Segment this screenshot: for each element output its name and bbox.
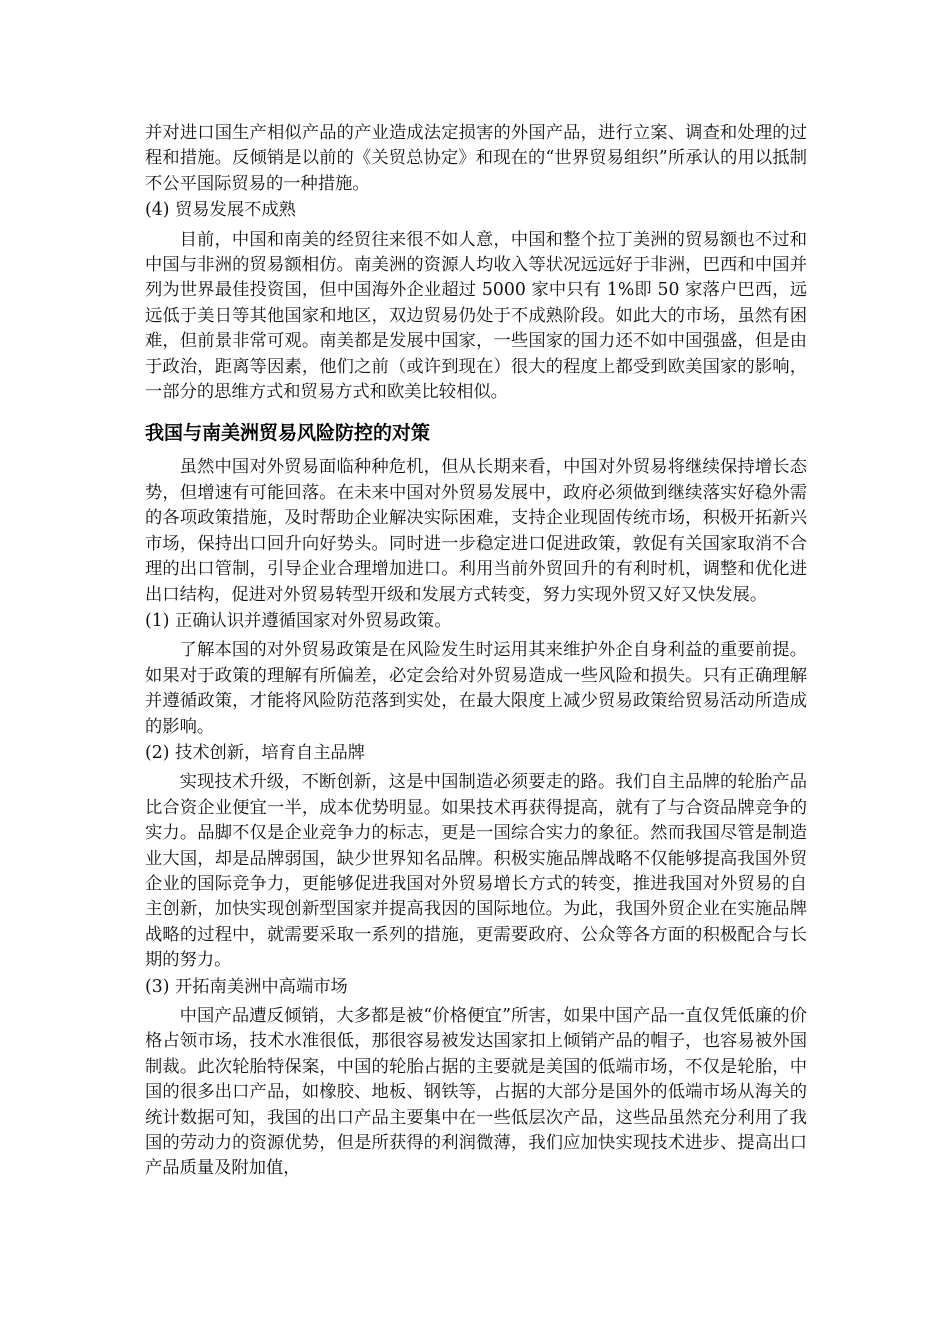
body-paragraph: 了解本国的对外贸易政策是在风险发生时运用其来维护外企自身利益的重要前提。如果对于政策的理解有所偏差，必定会给对外贸易造成一些风险和损失。只有正确理解并遵循政策，才能将风险防范落到实处，在最大限度上减少贸易政策给贸易活动所造成的影响。 [145,640,807,737]
document-body [145,121,807,1182]
body-paragraph: 目前，中国和南美的经贸往来很不如人意，中国和整个拉丁美洲的贸易额也不过和中国与非洲的贸易额相仿。南美洲的资源人均收入等状况远远好于非洲，巴西和中国并列为世界最佳投资国，但中国海外企业超过 5000 家中只有 1%即 50 家落户巴西，远远低于美日等其他国家和地区，双边贸易仍处于不成熟阶段。如此大的市场，虽然有困难，但前景非常可观。南美都是发展中国家，一些国家的国力还不如中国强盛，但是由于政治，距离等因素，他们之前（或许到现在）很大的程度上都受到欧美国家的影响，一部分的思维方式和贸易方式和欧美比较相似。 [145,229,807,403]
section-heading: 我国与南美洲贸易风险防控的对策 [145,422,431,445]
body-paragraph: 虽然中国对外贸易面临种种危机，但从长期来看，中国对外贸易将继续保持增长态势，但增速有可能回落。在未来中国对外贸易发展中，政府必须做到继续落实好稳外需的各项政策措施，及时帮助企业解决实际困难，支持企业现固传统市场，积极开拓新兴市场，保持出口回升向好势头。同时进一步稳定进口促进政策，敦促有关国家取消不合理的出口管制，引导企业合理增加进口。利用当前外贸回升的有利时机，调整和优化进出口结构，促进对外贸易转型开级和发展方式转变，努力实现外贸又好又快发展。 [145,457,807,605]
body-paragraph: 中国产品遭反倾销，大多都是被“价格便宜”所害，如果中国产品一直仅凭低廉的价格占领市场，技术水准很低，那很容易被发达国家扣上倾销产品的帽子，也容易被外国制裁。此次轮胎特保案，中国的轮胎占据的主要就是美国的低端市场，不仅是轮胎，中国的很多出口产品，如橡胶、地板、钢铁等，占据的大部分是国外的低端市场从海关的统计数据可知，我国的出口产品主要集中在一些低层次产品，这些品虽然充分利用了我国的劳动力的资源优势，但是所获得的利润微薄，我们应加快实现技术进步、提高出口产品质量及附加值， [145,1006,807,1179]
list-item-4-heading: (4) 贸易发展不成熟 [145,200,296,221]
list-item-2-heading: (2) 技术创新，培育自主品牌 [145,742,366,763]
list-item-1-heading: (1) 正确认识并遵循国家对外贸易政策。 [145,610,452,631]
list-item-3-heading: (3) 开拓南美洲中高端市场 [145,976,348,997]
body-paragraph: 实现技术升级，不断创新，这是中国制造必须要走的路。我们自主品牌的轮胎产品比合资企业便宜一半，成本优势明显。如果技术再获得提高，就有了与合资品牌竞争的实力。品脚不仅是企业竞争力的标志，更是一国综合实力的象征。然而我国尽管是制造业大国，却是品牌弱国，缺少世界知名品牌。积极实施品牌战略不仅能够提高我国外贸企业的国际竞争力，更能够促进我国对外贸易增长方式的转变，推进我国对外贸易的自主创新，加快实现创新型国家并提高我因的国际地位。为此，我国外贸企业在实施品牌战略的过程中，就需要采取一系列的措施，更需要政府、公众等各方面的积极配合与长期的努力。 [145,772,807,971]
continued-paragraph: 并对进口国生产相似产品的产业造成法定损害的外国产品，进行立案、调查和处理的过程和措施。反倾销是以前的《关贸总协定》和现在的“世界贸易组织”所承认的用以抵制不公平国际贸易的一种措施。 [145,123,807,194]
